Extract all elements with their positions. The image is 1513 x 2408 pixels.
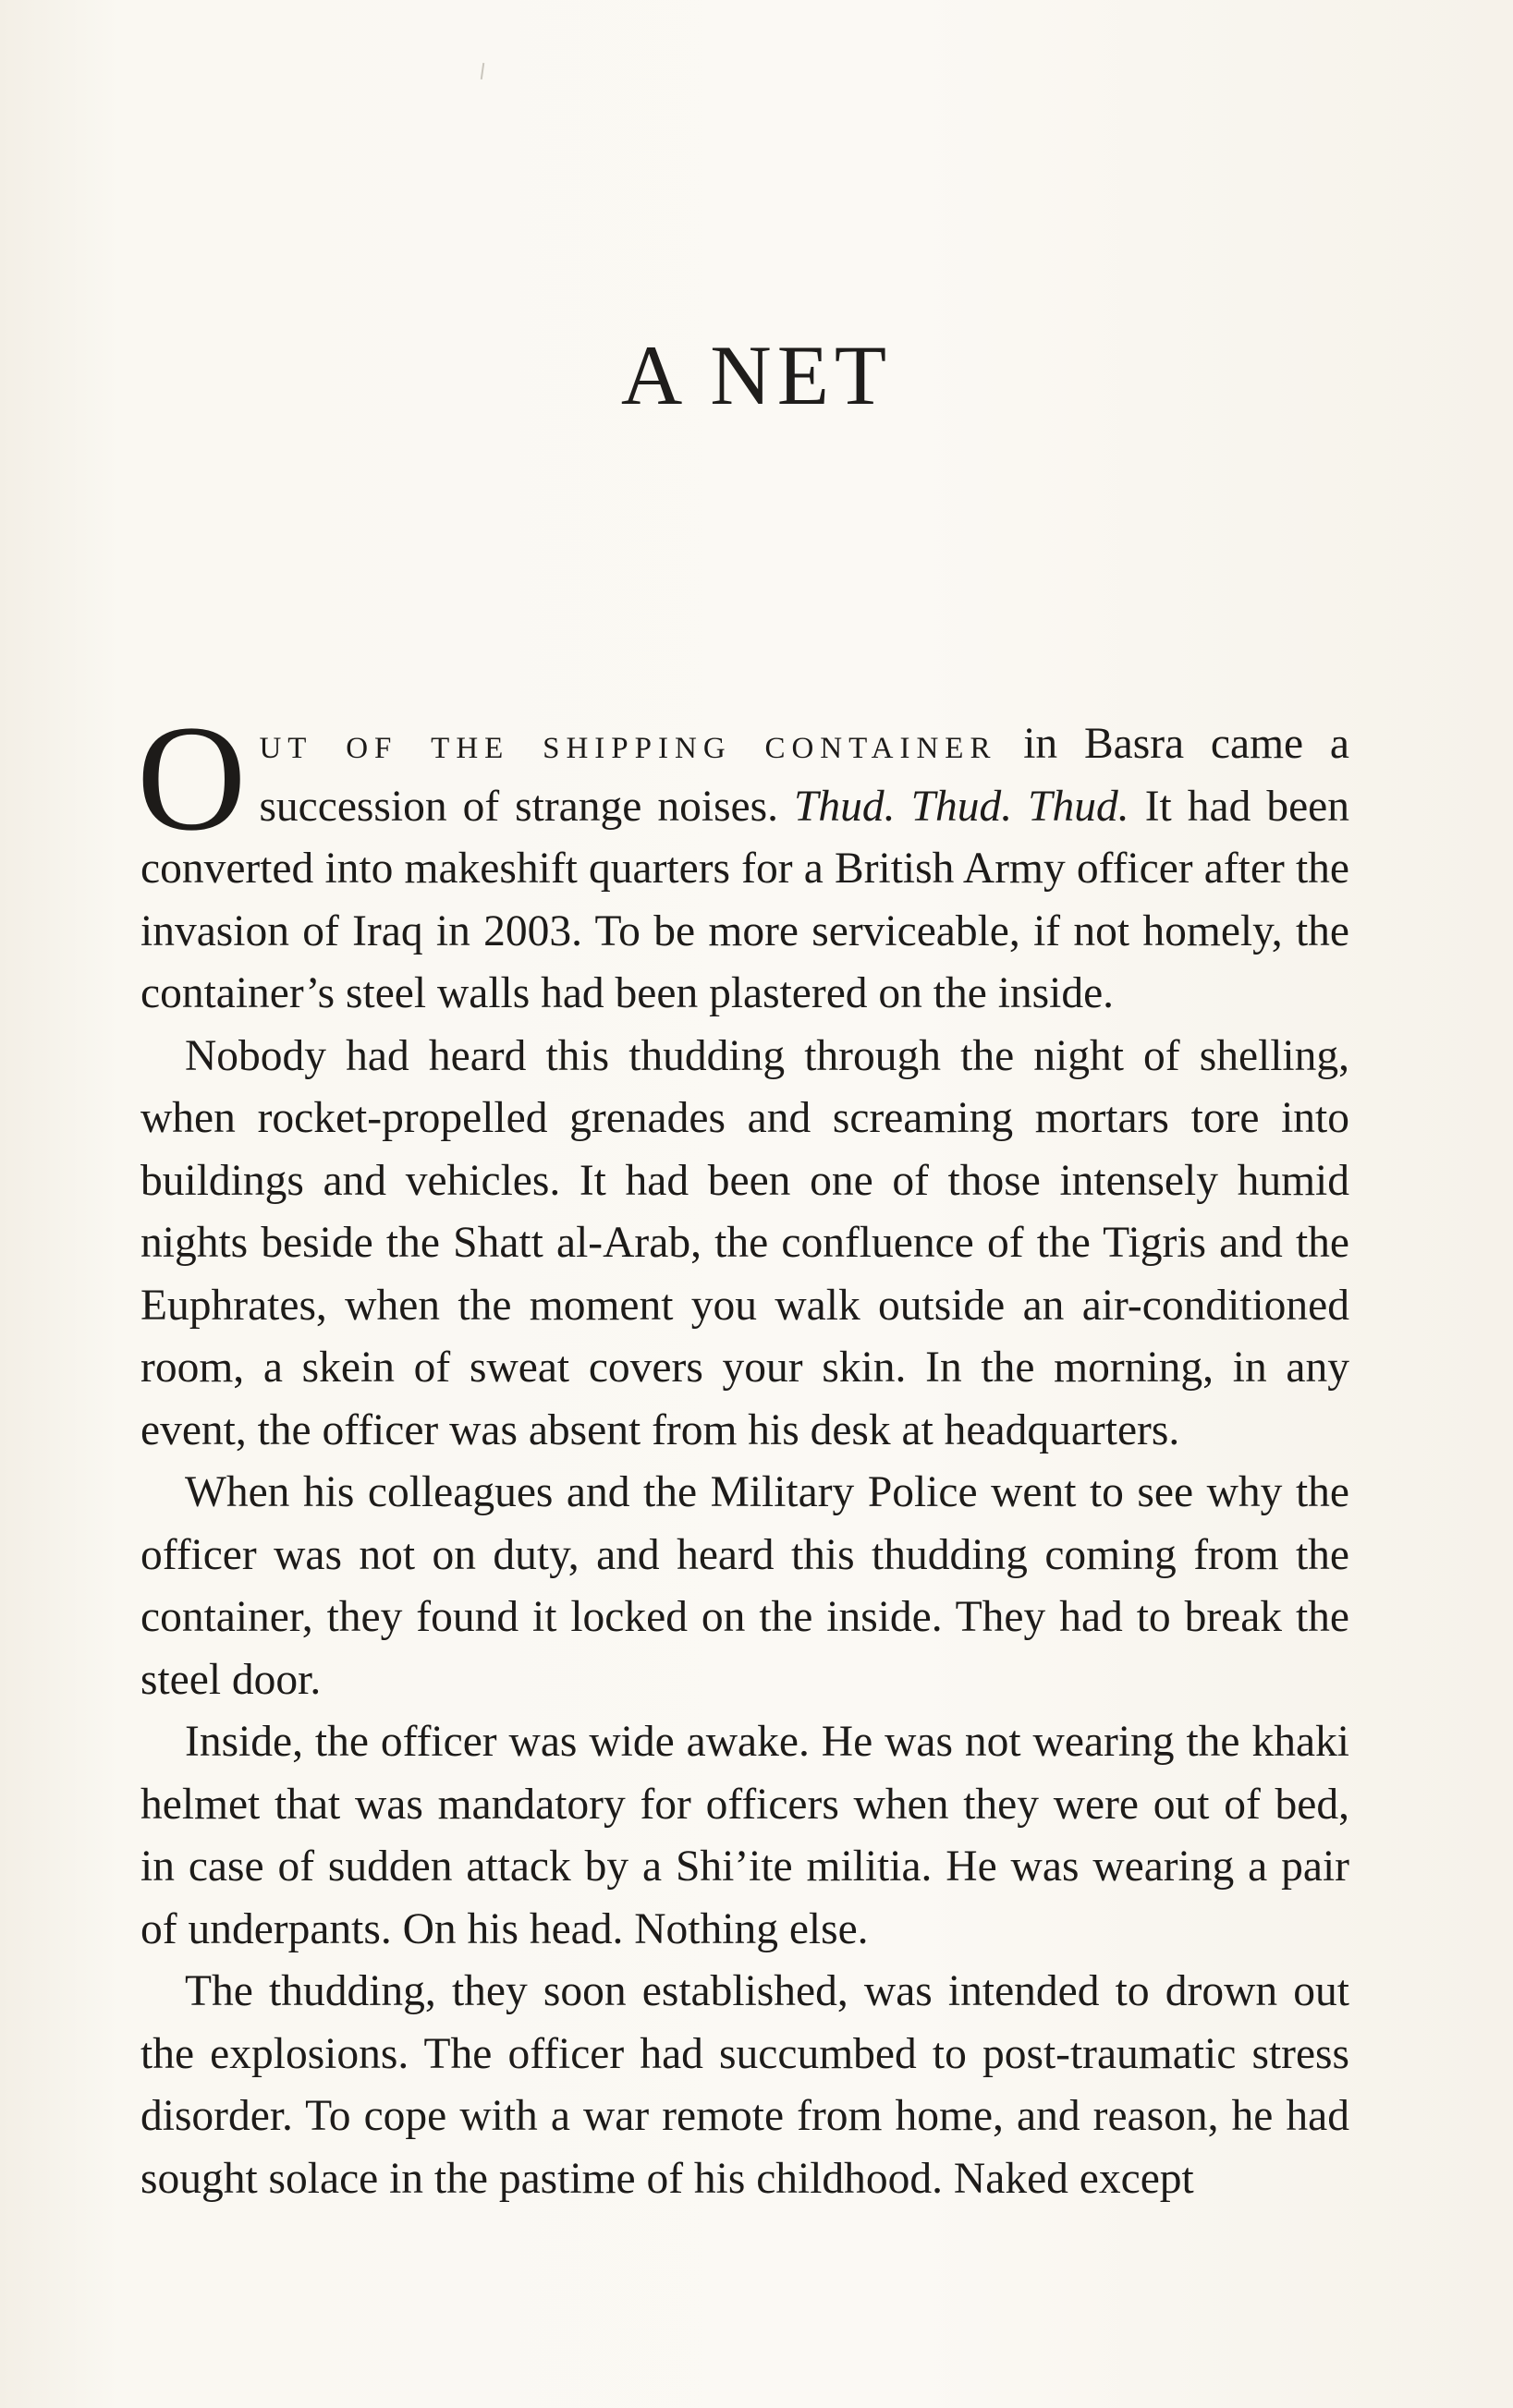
paragraph-2: Nobody had heard this thudding through the night of shelling, when rocket-propelled grenades and screaming mortars tore into buildings and vehicles. It had been one of those intensely humid nights beside the Shatt al-Arab, the confluence of the Tigris and the Euphrates, when the moment you walk outside an air-conditioned room, a skein of sweat covers your skin. In the morning, in any event, the officer was absent from his desk at headquarters.: [140, 1031, 1349, 1454]
paragraph-1-italic: Thud. Thud. Thud.: [794, 782, 1129, 831]
lead-in-smallcaps: ut of the shipping container: [259, 720, 997, 768]
chapter-title: A NET: [620, 328, 893, 422]
drop-cap: O: [137, 695, 247, 862]
chapter-body: [137, 695, 1349, 2210]
paragraph-1-text-after: It had been converted into makeshift quarters for a British Army officer after the invasion of Iraq in 2003. To be more serviceable, if not homely, the container’s steel walls had been plastered on the inside.: [140, 782, 1349, 1017]
paragraph-1: [137, 695, 1349, 1026]
paper-speck: [481, 63, 484, 79]
paragraph-4: Inside, the officer was wide awake. He was not wearing the khaki helmet that was mandatory for officers when they were out of bed, in case of sudden attack by a Shi’ite militia. He was wearing a pair of underpants. On his head. Nothing else.: [140, 1718, 1349, 1953]
paragraph-5: The thudding, they soon established, was intended to drown out the explosions. The officer had succumbed to post-traumatic stress disorder. To cope with a war remote from home, and reason, he had sought solace in the pastime of his childhood. Naked except: [140, 1967, 1349, 2203]
paragraph-3: When his colleagues and the Military Police went to see why the officer was not on duty, and heard this thudding coming from the container, they found it locked on the inside. They had to break the steel door.: [140, 1468, 1349, 1704]
paragraph-1-text: in Basra came a succession of strange noises.: [259, 720, 1349, 831]
